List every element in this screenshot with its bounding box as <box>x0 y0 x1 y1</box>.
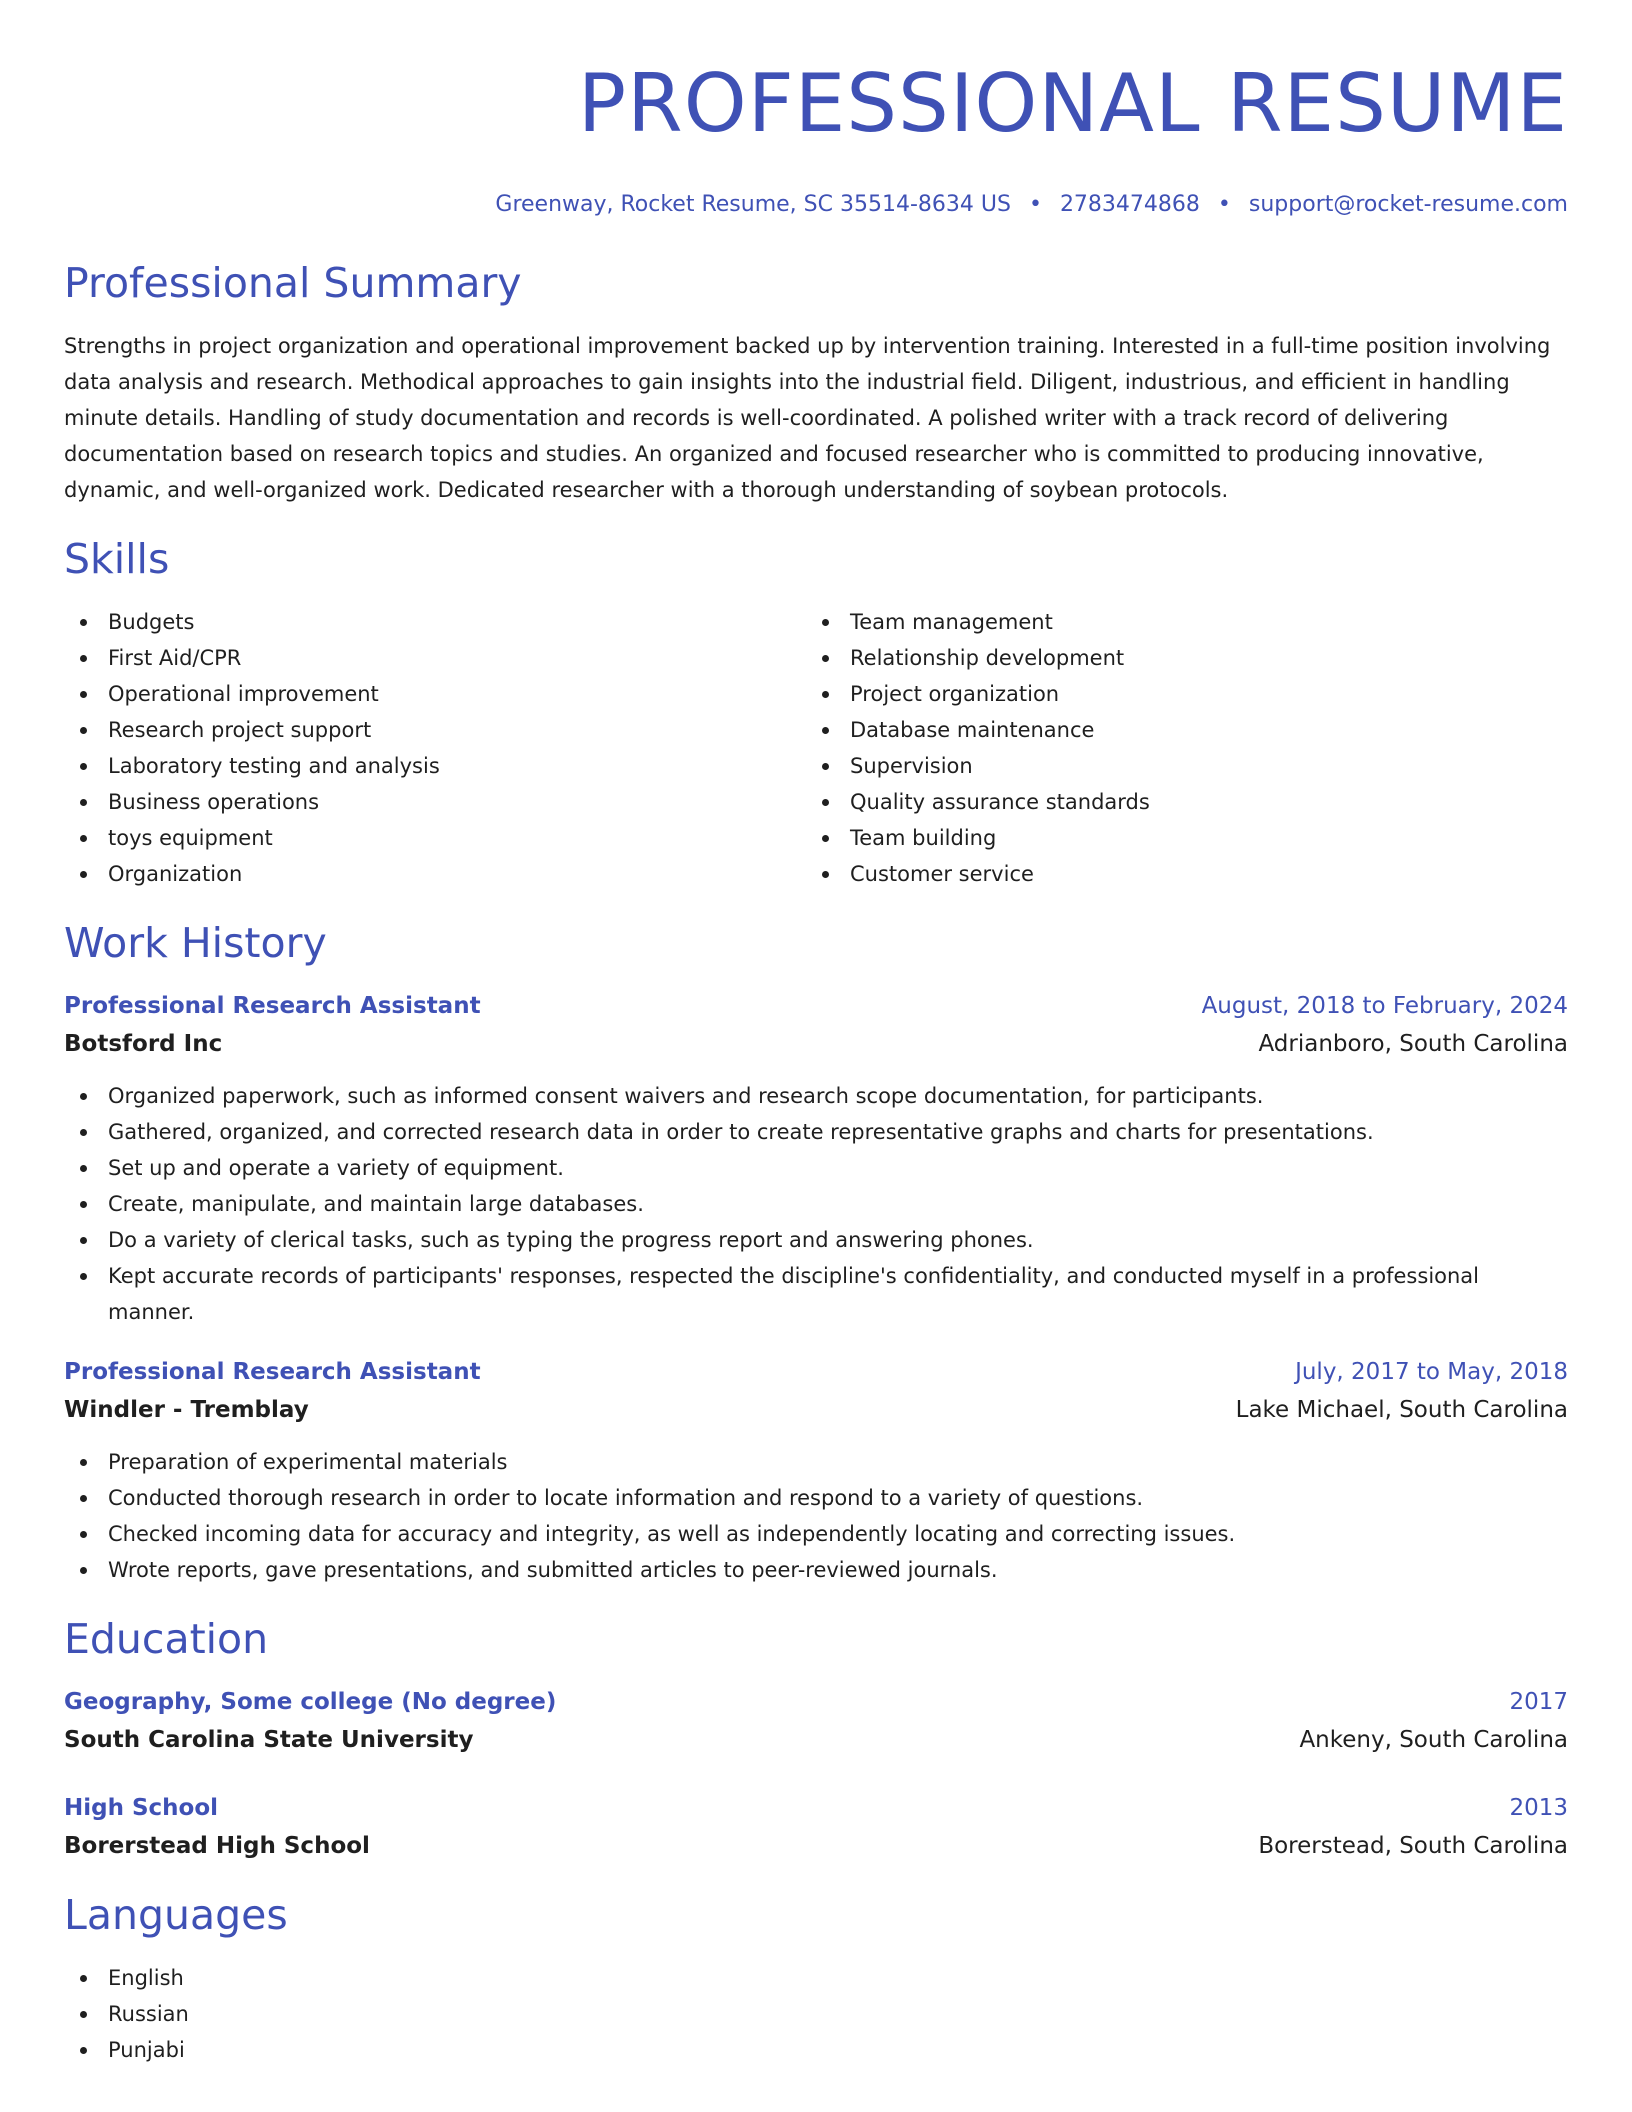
contact-address: Greenway, Rocket Resume, SC 35514-8634 US <box>495 192 1011 217</box>
job-bullet: Kept accurate records of participants' responses, respected the discipline's confidentiality, and conducted myself in a professional manner. <box>64 1258 1568 1330</box>
skill-item: Operational improvement <box>64 676 806 712</box>
job-bullets <box>64 1078 1568 1330</box>
section-title-work-history: Work History <box>64 919 327 967</box>
skill-item: Budgets <box>64 604 806 640</box>
section-title-languages: Languages <box>64 1891 288 1939</box>
skill-item: Customer service <box>806 856 1548 892</box>
skills-list-left <box>64 604 806 892</box>
education-entry <box>64 1684 1568 1758</box>
contact-separator: • <box>1217 192 1231 217</box>
job-bullets <box>64 1444 1568 1588</box>
job-company: Windler - Tremblay <box>64 1397 309 1423</box>
education-header-row <box>64 1684 1568 1720</box>
job-bullet: Preparation of experimental materials <box>64 1444 1568 1480</box>
skill-item: Laboratory testing and analysis <box>64 748 806 784</box>
education-degree: Geography, Some college (No degree) <box>64 1689 557 1715</box>
contact-line <box>64 190 1568 220</box>
education-school-row <box>64 1828 1568 1864</box>
languages-section <box>64 1890 1568 2068</box>
job-entry <box>64 1354 1568 1588</box>
skill-item: Research project support <box>64 712 806 748</box>
contact-separator: • <box>1028 192 1042 217</box>
section-title-education: Education <box>64 1615 269 1663</box>
education-year: 2013 <box>1509 1795 1568 1821</box>
job-org-row <box>64 1392 1568 1428</box>
job-location: Adrianboro, South Carolina <box>1258 1031 1568 1057</box>
skills-section <box>64 534 1568 892</box>
contact-email[interactable]: support@rocket-resume.com <box>1248 192 1568 217</box>
job-header-row <box>64 1354 1568 1390</box>
job-header-row <box>64 988 1568 1024</box>
languages-list <box>64 1960 1568 2068</box>
contact-phone[interactable]: 2783474868 <box>1059 192 1200 217</box>
skill-item: Project organization <box>806 676 1548 712</box>
skill-item: Team management <box>806 604 1548 640</box>
skill-item: Quality assurance standards <box>806 784 1548 820</box>
skill-item: Relationship development <box>806 640 1548 676</box>
skills-columns <box>64 604 1568 892</box>
skill-item: toys equipment <box>64 820 806 856</box>
language-item: Russian <box>64 1996 1568 2032</box>
job-bullet: Conducted thorough research in order to locate information and respond to a variety of questions. <box>64 1480 1568 1516</box>
language-item: English <box>64 1960 1568 1996</box>
skill-item: Organization <box>64 856 806 892</box>
summary-text: Strengths in project organization and operational improvement backed up by intervention training. Interested in a full-time position involving data analysis and research. Methodical approaches to gain insights into the industrial field. Diligent, industrious, and efficient in handling minute details. Handling of study documentation and records is well-coordinated. A polished writer with a track record of delivering documentation based on research topics and studies. An organized and focused researcher who is committed to producing innovative, dynamic, and well-organized work. Dedicated researcher with a thorough understanding of soybean protocols. <box>64 334 1551 502</box>
education-header-row <box>64 1790 1568 1826</box>
job-title: Professional Research Assistant <box>64 993 481 1019</box>
job-bullet: Organized paperwork, such as informed consent waivers and research scope documentation, for participants. <box>64 1078 1568 1114</box>
skill-item: Business operations <box>64 784 806 820</box>
education-location: Ankeny, South Carolina <box>1299 1727 1568 1753</box>
job-org-row <box>64 1026 1568 1062</box>
job-title: Professional Research Assistant <box>64 1359 481 1385</box>
education-degree: High School <box>64 1795 219 1821</box>
resume-header <box>64 0 1568 220</box>
job-bullet: Create, manipulate, and maintain large databases. <box>64 1186 1568 1222</box>
education-school-row <box>64 1722 1568 1758</box>
job-bullet: Do a variety of clerical tasks, such as typing the progress report and answering phones. <box>64 1222 1568 1258</box>
skill-item: First Aid/CPR <box>64 640 806 676</box>
job-dates: August, 2018 to February, 2024 <box>1201 993 1568 1019</box>
skills-list-right <box>806 604 1548 892</box>
job-bullet: Wrote reports, gave presentations, and submitted articles to peer-reviewed journals. <box>64 1552 1568 1588</box>
job-entry <box>64 988 1568 1330</box>
resume-title: PROFESSIONAL RESUME <box>577 57 1568 150</box>
skill-item: Team building <box>806 820 1548 856</box>
job-location: Lake Michael, South Carolina <box>1235 1397 1568 1423</box>
education-location: Borerstead, South Carolina <box>1258 1833 1568 1859</box>
language-item: Punjabi <box>64 2032 1568 2068</box>
education-school: South Carolina State University <box>64 1727 474 1753</box>
job-dates: July, 2017 to May, 2018 <box>1295 1359 1568 1385</box>
section-title-skills: Skills <box>64 535 170 583</box>
skill-item: Database maintenance <box>806 712 1548 748</box>
job-bullet: Set up and operate a variety of equipment. <box>64 1150 1568 1186</box>
job-company: Botsford Inc <box>64 1031 223 1057</box>
summary-section <box>64 258 1568 508</box>
education-year: 2017 <box>1509 1689 1568 1715</box>
work-history-section <box>64 918 1568 1588</box>
skill-item: Supervision <box>806 748 1548 784</box>
job-bullet: Checked incoming data for accuracy and integrity, as well as independently locating and correcting issues. <box>64 1516 1568 1552</box>
education-entry <box>64 1790 1568 1864</box>
job-bullet: Gathered, organized, and corrected research data in order to create representative graphs and charts for presentations. <box>64 1114 1568 1150</box>
education-section <box>64 1614 1568 1864</box>
section-title-summary: Professional Summary <box>64 259 522 307</box>
education-school: Borerstead High School <box>64 1833 370 1859</box>
